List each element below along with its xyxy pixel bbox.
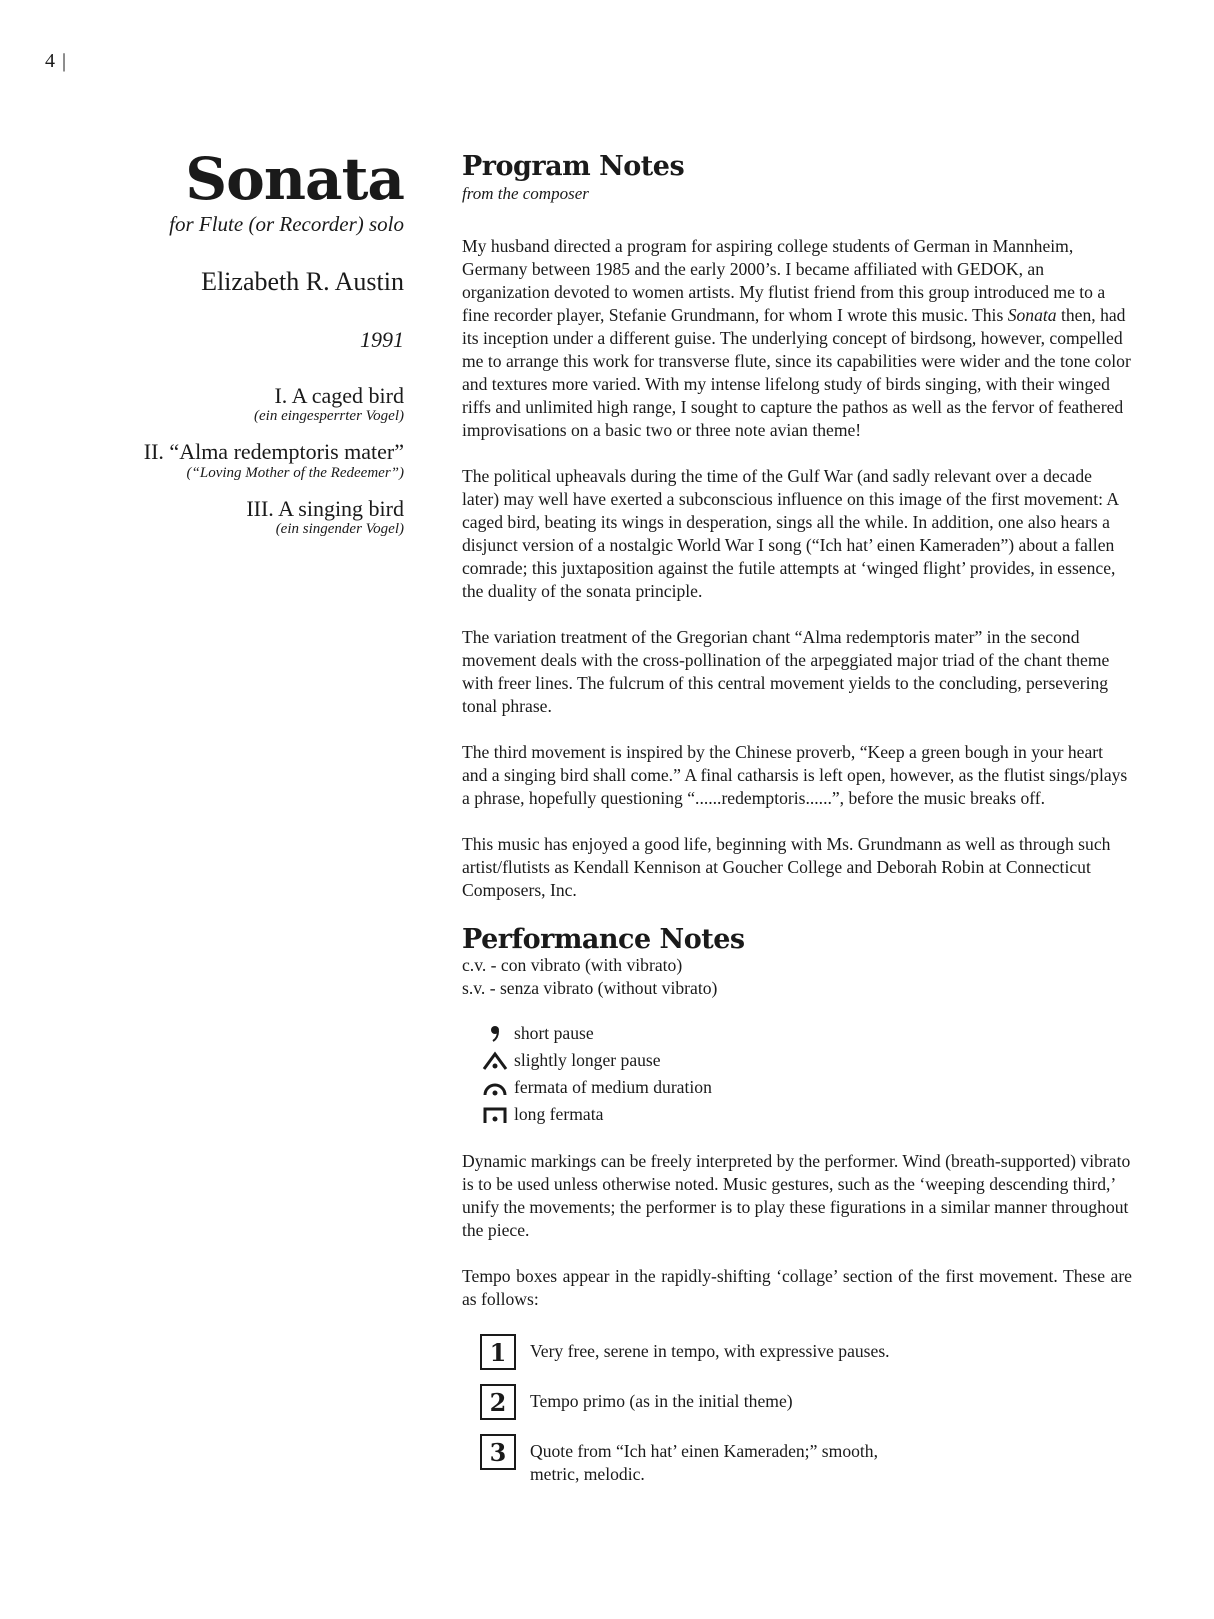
symbol-label: short pause bbox=[514, 1023, 594, 1044]
list-item bbox=[476, 1101, 1132, 1128]
symbol-label: slightly longer pause bbox=[514, 1050, 661, 1071]
movement-subtitle: (ein eingesperrter Vogel) bbox=[254, 408, 404, 425]
paragraph-text: then, had its inception under a different guise. The underlying concept of birdsong, however, compelled me to arrange this work for transverse flute, since its capabilities were wider and the tone color and textures more varied. With my intense lifelong study of birds singing, with their winged riffs and unlimited high range, I sought to capture the pathos as well as the fervor of feathered improvisations on a basic two or three note avian theme! bbox=[462, 304, 1131, 440]
movement-title: I. A caged bird bbox=[274, 383, 404, 408]
list-item bbox=[480, 1434, 1132, 1486]
vibrato-legend bbox=[462, 954, 1132, 1000]
notes-column bbox=[462, 152, 1132, 1500]
tempo-box-number: 2 bbox=[480, 1384, 516, 1420]
square-fermata-icon bbox=[476, 1105, 514, 1125]
paragraph-text: My husband directed a program for aspiring college students of German in Mannheim, Germany between 1985 and the early 2000’s. I became affiliated with GEDOK, an organization devoted to women artists. My flutist friend from this group introduced me to a fine recorder player, Stefanie Grundmann, for whom I wrote this music. This bbox=[462, 235, 1106, 325]
comma-breath-icon bbox=[476, 1024, 514, 1044]
pause-symbol-list bbox=[476, 1020, 1132, 1128]
movement-subtitle: (ein singender Vogel) bbox=[275, 520, 404, 537]
list-item bbox=[480, 1384, 1132, 1420]
movement-subtitle: (“Loving Mother of the Redeemer”) bbox=[186, 464, 404, 481]
symbol-label: fermata of medium duration bbox=[514, 1077, 712, 1098]
work-subtitle: for Flute (or Recorder) solo bbox=[169, 212, 404, 236]
program-notes-subheading: from the composer bbox=[462, 183, 589, 203]
performance-notes-heading: Performance Notes bbox=[462, 923, 745, 955]
symbol-label: long fermata bbox=[514, 1104, 604, 1125]
tempo-box-number: 3 bbox=[480, 1434, 516, 1470]
vibrato-cv: c.v. - con vibrato (with vibrato) bbox=[462, 955, 683, 976]
fermata-icon bbox=[476, 1078, 514, 1098]
tempo-box-list bbox=[480, 1334, 1132, 1486]
list-item bbox=[480, 1334, 1132, 1370]
program-notes-paragraph-1 bbox=[462, 235, 1132, 442]
list-item bbox=[476, 1047, 1132, 1074]
work-title: Sonata bbox=[185, 145, 404, 213]
list-item bbox=[476, 1074, 1132, 1101]
movement-item bbox=[100, 439, 404, 481]
sonata-italic: Sonata bbox=[1007, 304, 1057, 325]
movement-item bbox=[100, 383, 404, 425]
tempo-box-number: 1 bbox=[480, 1334, 516, 1370]
work-info bbox=[100, 145, 404, 552]
list-item bbox=[476, 1020, 1132, 1047]
tempo-paragraph: Tempo boxes appear in the rapidly-shifting ‘collage’ section of the first movement. These are as follows: bbox=[462, 1266, 1132, 1310]
dynamics-paragraph: Dynamic markings can be freely interpreted by the performer. Wind (breath-supported) vibrato is to be used unless otherwise noted. Music gestures, such as the ‘weeping descending third,’ unify the movements; the performer is to play these figurations in a similar manner throughout the piece. bbox=[462, 1151, 1131, 1241]
movement-title: II. “Alma redemptoris mater” bbox=[143, 439, 404, 465]
movement-title: III. A singing bird bbox=[246, 495, 404, 521]
program-notes-heading: Program Notes bbox=[462, 151, 685, 182]
tempo-box-text: Very free, serene in tempo, with expressive pauses. bbox=[530, 1341, 890, 1362]
program-notes-paragraph-5: This music has enjoyed a good life, beginning with Ms. Grundmann as well as through such artist/flutists as Kendall Kennison at Goucher College and Deborah Robin at Connecticut Composers, Inc. bbox=[462, 833, 1111, 900]
program-notes-paragraph-4: The third movement is inspired by the Chinese proverb, “Keep a green bough in your heart and a singing bird shall come.” A final catharsis is left open, however, as the flutist sings/plays a phrase, hopefully questioning “......redemptoris......”, before the music breaks off. bbox=[462, 741, 1128, 808]
program-notes-paragraph-2: The political upheavals during the time of the Gulf War (and sadly relevant over a decade later) may well have exerted a subconscious influence on this image of the first movement: A caged bird, beating its wings in desperation, sings all the while. In addition, one also hears a disjunct version of a nostalgic World War I song (“Ich hat’ einen Kameraden”) about a fallen comrade; this juxtaposition against the futile attempts at ‘winged flight’ provides, in essence, the duality of the sonata principle. bbox=[462, 465, 1119, 601]
page-number: 4 | bbox=[45, 50, 68, 72]
movement-item bbox=[100, 496, 404, 538]
caret-fermata-icon bbox=[476, 1051, 514, 1071]
program-notes-paragraph-3: The variation treatment of the Gregorian chant “Alma redemptoris mater” in the second movement deals with the cross-pollination of the arpeggiated major triad of the chant theme with freer lines. The fulcrum of this central movement yields to the concluding, persevering tonal phrase. bbox=[462, 626, 1110, 716]
composition-year: 1991 bbox=[360, 327, 404, 352]
tempo-box-text: Tempo primo (as in the initial theme) bbox=[530, 1391, 793, 1412]
tempo-box-text: Quote from “Ich hat’ einen Kameraden;” smooth, metric, melodic. bbox=[530, 1441, 878, 1485]
vibrato-sv: s.v. - senza vibrato (without vibrato) bbox=[462, 978, 718, 999]
movement-list bbox=[100, 383, 404, 538]
composer-name: Elizabeth R. Austin bbox=[201, 267, 404, 296]
